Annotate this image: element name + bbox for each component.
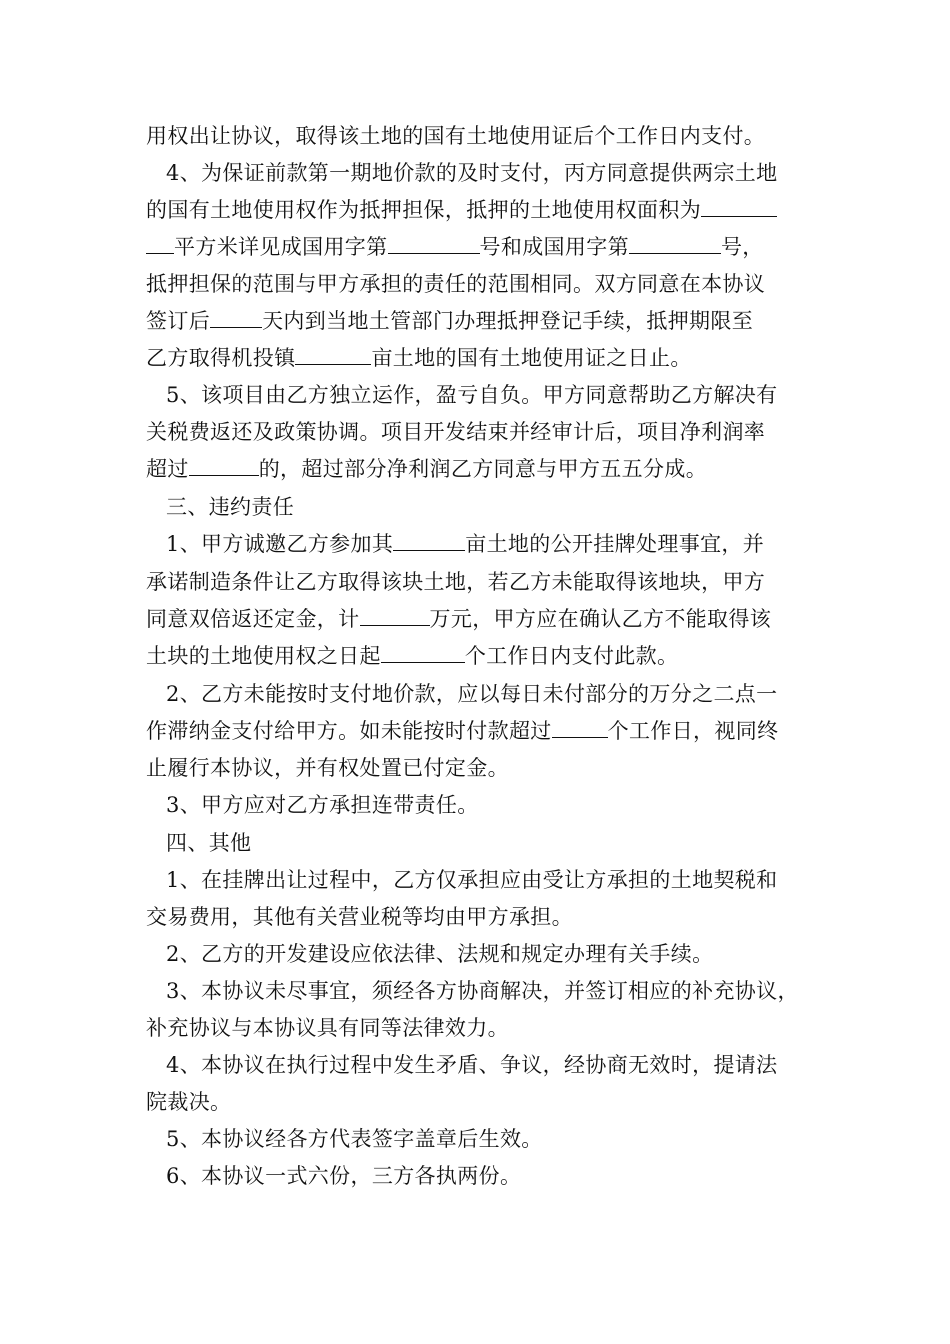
fill-blank: [146, 235, 174, 254]
clause-4-line: 4、为保证前款第一期地价款的及时支付，丙方同意提供两宗土地: [166, 161, 778, 185]
clause-3-line: 3、甲方应对乙方承担连带责任。: [166, 793, 479, 817]
clause-2-line: 2、乙方的开发建设应依法律、法规和规定办理有关手续。: [166, 942, 714, 966]
text-line: 的国有土地使用权作为抵押担保，抵押的土地使用权面积为: [146, 197, 820, 223]
text-line: 平方米详见成国用字第 号和成国用字第 号，: [146, 234, 820, 260]
fill-blank: [210, 309, 262, 328]
text-line: 签订后 天内到当地土管部门办理抵押登记手续，抵押期限至: [146, 309, 754, 333]
fill-blank: [388, 235, 480, 254]
text-line: 超过 的，超过部分净利润乙方同意与甲方五五分成。: [146, 457, 708, 481]
fill-blank: [381, 644, 465, 663]
fill-blank: [552, 719, 608, 738]
text-line: 抵押担保的范围与甲方承担的责任的范围相同。双方同意在本协议: [146, 272, 766, 296]
section-heading-other: 四、其他: [166, 831, 252, 855]
clause-1-line: 1、甲方诚邀乙方参加其 亩土地的公开挂牌处理事宜，并: [166, 532, 765, 556]
clause-4-line: 4、本协议在执行过程中发生矛盾、争议，经协商无效时，提请法: [166, 1053, 778, 1077]
clause-5-line: 5、该项目由乙方独立运作，盈亏自负。甲方同意帮助乙方解决有: [166, 383, 778, 407]
text-line: 用权出让协议，取得该土地的国有土地使用证后个工作日内支付。: [146, 124, 766, 148]
text-line: 承诺制造条件让乙方取得该块土地，若乙方未能取得该地块，甲方: [146, 570, 766, 594]
text-line: 院裁决。: [146, 1090, 232, 1114]
fill-blank: [295, 346, 371, 365]
text-line: 交易费用，其他有关营业税等均由甲方承担。: [146, 905, 573, 929]
text-line: 土块的土地使用权之日起 个工作日内支付此款。: [146, 644, 679, 668]
clause-2-line: 2、乙方未能按时支付地价款，应以每日未付部分的万分之二点一: [166, 682, 778, 706]
text-line: 止履行本协议，并有权处置已付定金。: [146, 756, 509, 780]
fill-blank: [701, 198, 777, 217]
text-line: 作滞纳金支付给甲方。如未能按时付款超过 个工作日，视同终: [146, 719, 779, 743]
text-line: 乙方取得机投镇 亩土地的国有土地使用证之日止。: [146, 346, 692, 370]
clause-3-line: 3、本协议未尽事宜，须经各方协商解决，并签订相应的补充协议，: [166, 979, 799, 1003]
section-heading-breach: 三、违约责任: [166, 495, 295, 519]
clause-6-line: 6、本协议一式六份，三方各执两份。: [166, 1164, 522, 1188]
text-line: 同意双倍返还定金，计 万元，甲方应在确认乙方不能取得该: [146, 607, 772, 631]
clause-1-line: 1、在挂牌出让过程中，乙方仅承担应由受让方承担的土地契税和: [166, 868, 778, 892]
fill-blank: [629, 235, 721, 254]
fill-blank: [189, 457, 259, 476]
clause-5-line: 5、本协议经各方代表签字盖章后生效。: [166, 1127, 543, 1151]
text-line: 关税费返还及政策协调。项目开发结束并经审计后，项目净利润率: [146, 420, 766, 444]
text-line: 补充协议与本协议具有同等法律效力。: [146, 1016, 509, 1040]
fill-blank: [393, 532, 465, 551]
fill-blank: [360, 607, 430, 626]
